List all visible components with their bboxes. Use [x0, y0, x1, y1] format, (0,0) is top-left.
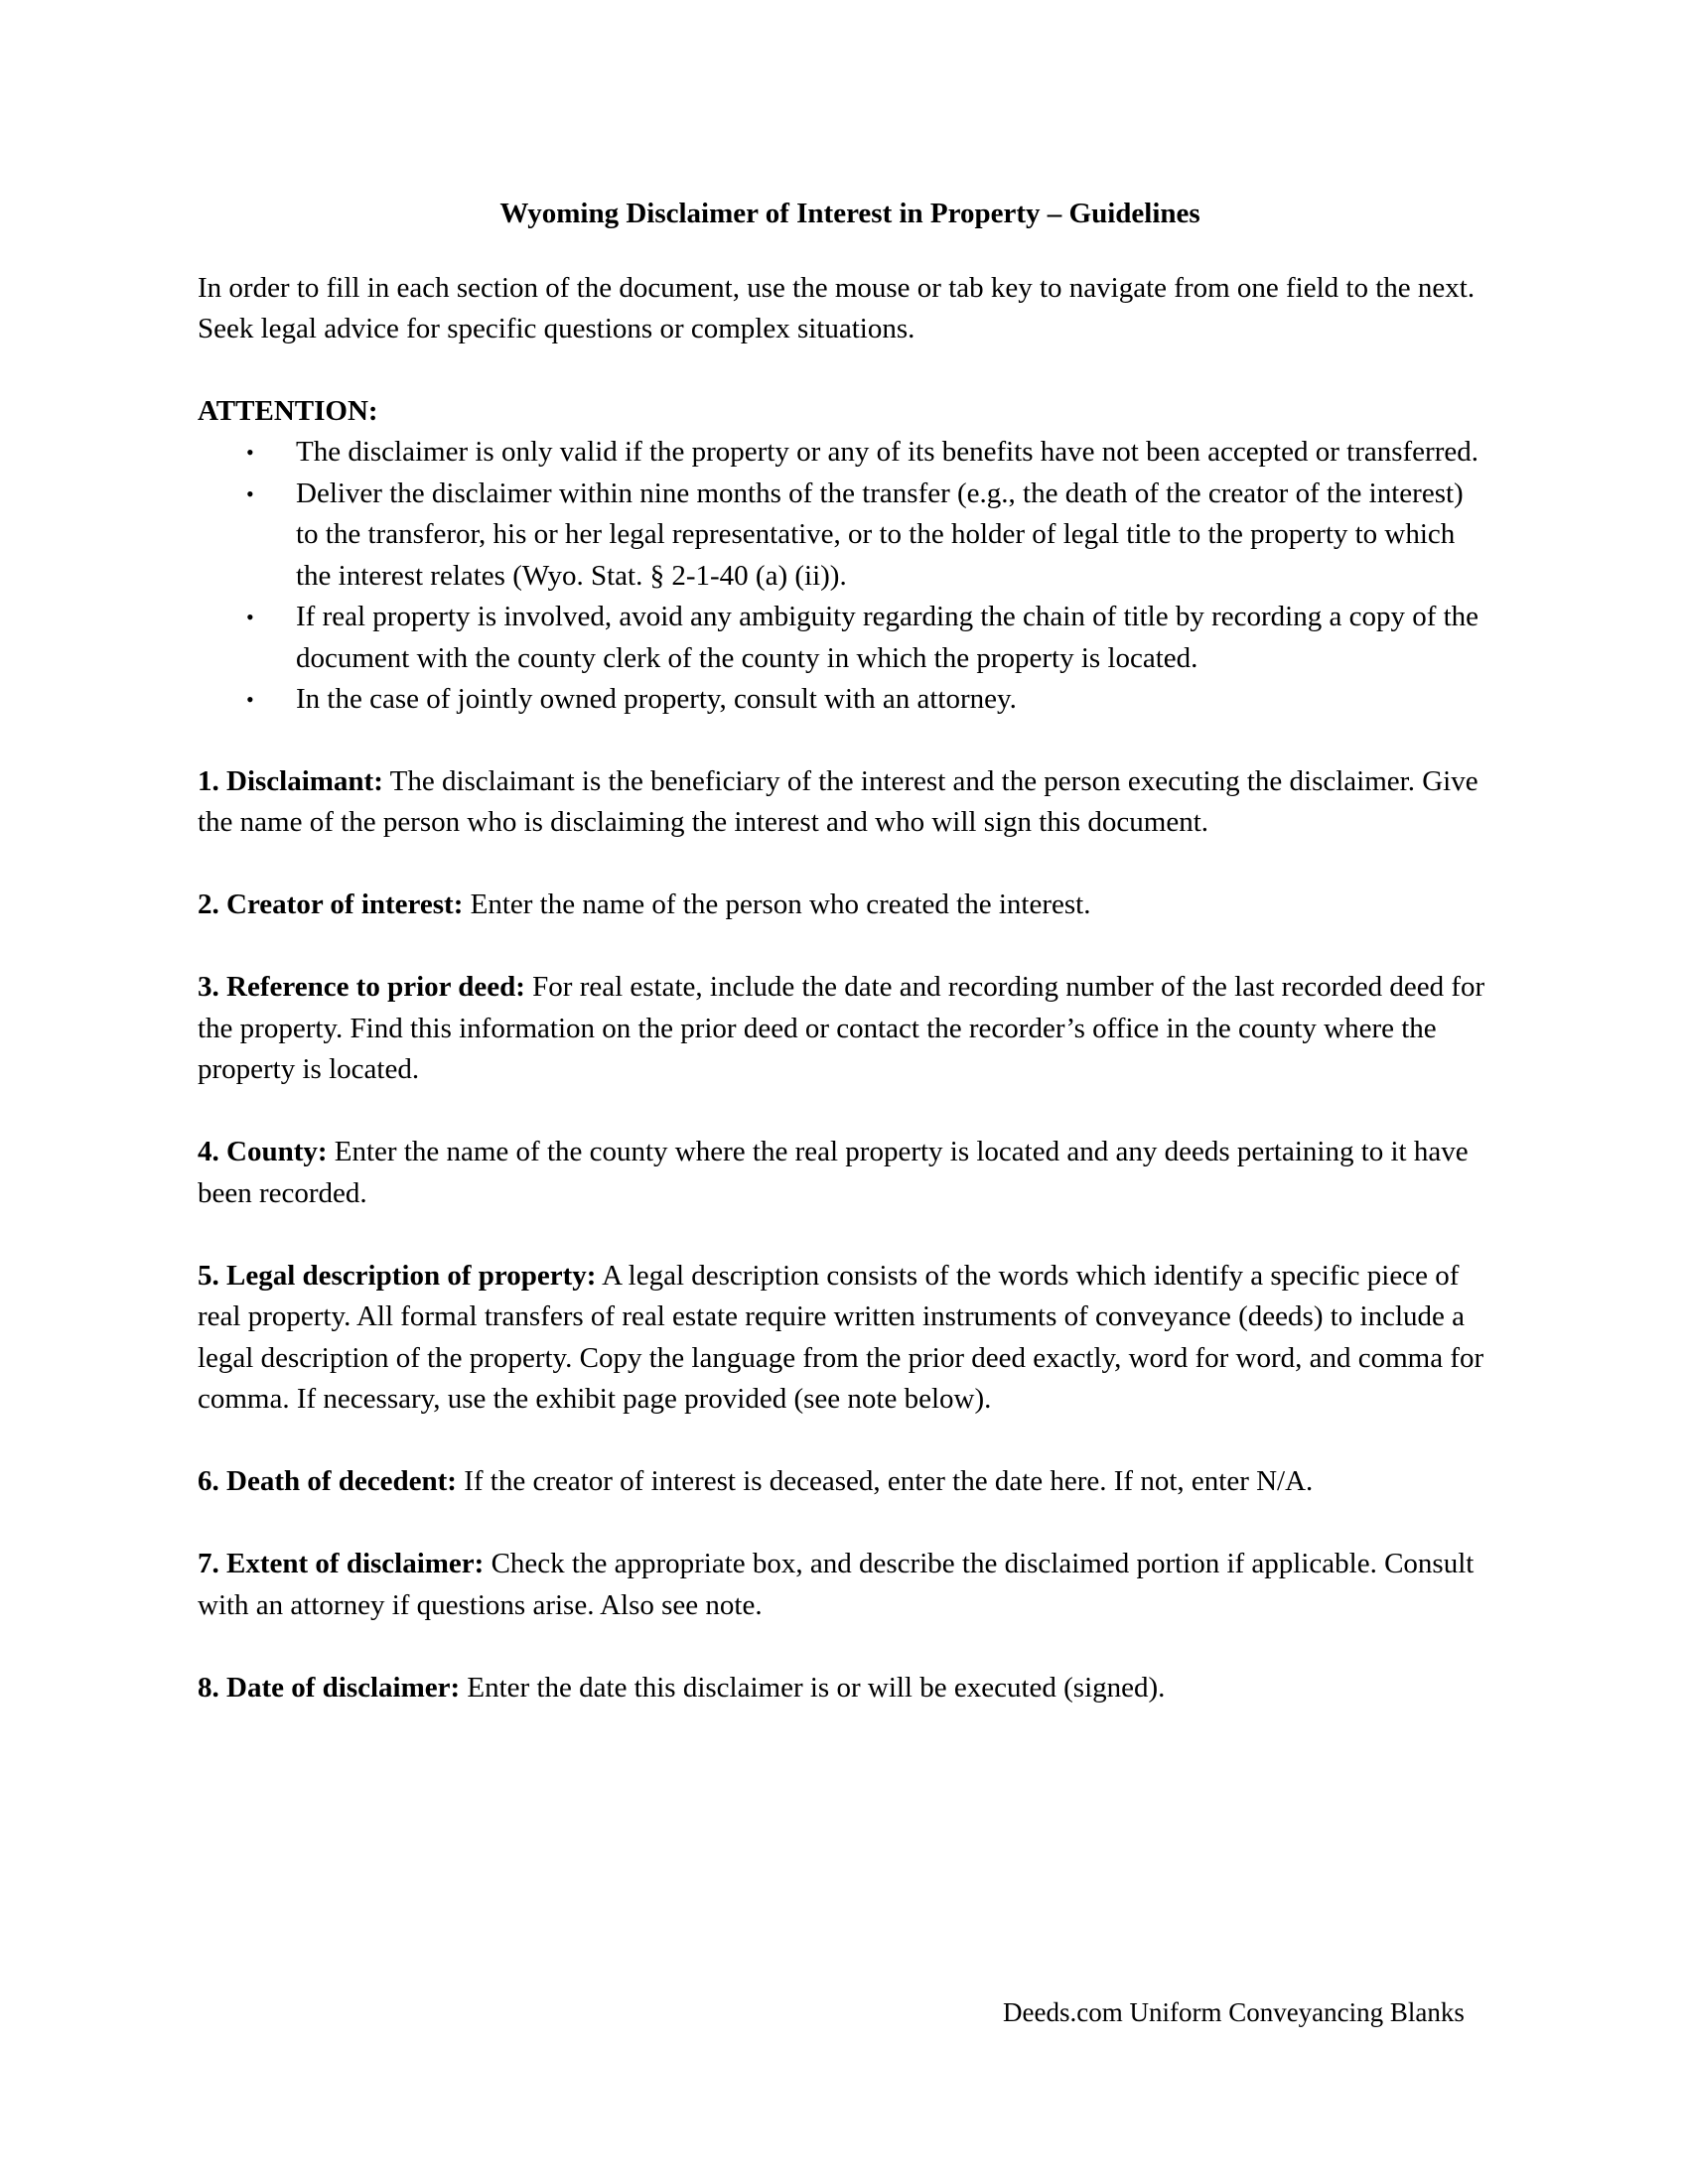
- section-text: Enter the name of the county where the real property is located and any deeds pertaining to it have been recorded.: [198, 1136, 1469, 1209]
- attention-list: [198, 432, 1490, 721]
- attention-item-text: Deliver the disclaimer within nine months of the transfer (e.g., the death of the creator of the interest) to the transferor, his or her legal representative, or to the holder of legal title to the property to which the interest relates (Wyo. Stat. § 2-1-40 (a) (ii)).: [296, 477, 1464, 592]
- section-text: For real estate, include the date and recording number of the last recorded deed for the property. Find this information on the prior deed or contact the recorder’s office in the county where the property is located.: [198, 971, 1485, 1085]
- section-disclaimant: [198, 761, 1490, 844]
- bullet-icon: •: [246, 687, 254, 712]
- document-title: Wyoming Disclaimer of Interest in Property – Guidelines: [499, 198, 1200, 229]
- section-legal-description: [198, 1256, 1490, 1421]
- attention-item-text: If real property is involved, avoid any ambiguity regarding the chain of title by recording a copy of the document with the county clerk of the county in which the property is located.: [296, 601, 1479, 674]
- section-date-of-disclaimer: [198, 1668, 1490, 1709]
- bullet-icon: •: [246, 605, 254, 629]
- section-text: Enter the date this disclaimer is or will be executed (signed).: [467, 1671, 1166, 1704]
- section-death-of-decedent: [198, 1461, 1490, 1503]
- section-text: Enter the name of the person who created the interest.: [470, 888, 1091, 920]
- section-reference-to-prior-deed: [198, 967, 1490, 1091]
- section-text: The disclaimant is the beneficiary of the interest and the person executing the disclaimer. Give the name of the person who is disclaiming the interest and who will sign this document.: [198, 764, 1478, 838]
- section-label: 5. Legal description of property:: [198, 1259, 597, 1292]
- section-label: 8. Date of disclaimer:: [198, 1671, 461, 1704]
- section-label: 3. Reference to prior deed:: [198, 971, 525, 1003]
- page-footer: Deeds.com Uniform Conveyancing Blanks: [1003, 1997, 1465, 2027]
- section-creator-of-interest: [198, 885, 1490, 926]
- attention-item: [198, 597, 1490, 679]
- attention-heading: ATTENTION:: [198, 394, 378, 427]
- section-label: 1. Disclaimant:: [198, 764, 383, 797]
- section-extent-of-disclaimer: [198, 1544, 1490, 1626]
- bullet-icon: •: [246, 440, 254, 465]
- attention-item: [198, 432, 1490, 474]
- attention-item-text: In the case of jointly owned property, consult with an attorney.: [296, 683, 1017, 715]
- section-label: 2. Creator of interest:: [198, 888, 464, 920]
- attention-item-text: The disclaimer is only valid if the property or any of its benefits have not been accepted or transferred.: [296, 436, 1478, 468]
- section-label: 4. County:: [198, 1136, 328, 1167]
- attention-item: [198, 474, 1490, 598]
- bullet-icon: •: [246, 480, 254, 506]
- document-page: [198, 194, 1490, 1750]
- section-county: [198, 1132, 1490, 1214]
- section-text: If the creator of interest is deceased, enter the date here. If not, enter N/A.: [464, 1465, 1314, 1497]
- section-text: A legal description consists of the words which identify a specific piece of real property. All formal transfers of real estate require written instruments of conveyance (deeds) to include a legal description of the property. Copy the language from the prior deed exactly, word for word, and comma for comma. If necessary, use the exhibit page provided (see note below).: [198, 1259, 1484, 1415]
- section-label: 6. Death of decedent:: [198, 1465, 457, 1497]
- section-label: 7. Extent of disclaimer:: [198, 1548, 485, 1579]
- attention-item: [198, 679, 1490, 721]
- section-text: Check the appropriate box, and describe the disclaimed portion if applicable. Consult with an attorney if questions arise. Also see note.: [198, 1548, 1475, 1621]
- intro-paragraph: In order to fill in each section of the document, use the mouse or tab key to navigate from one field to the next. Seek legal advice for specific questions or complex situations.: [198, 271, 1476, 344]
